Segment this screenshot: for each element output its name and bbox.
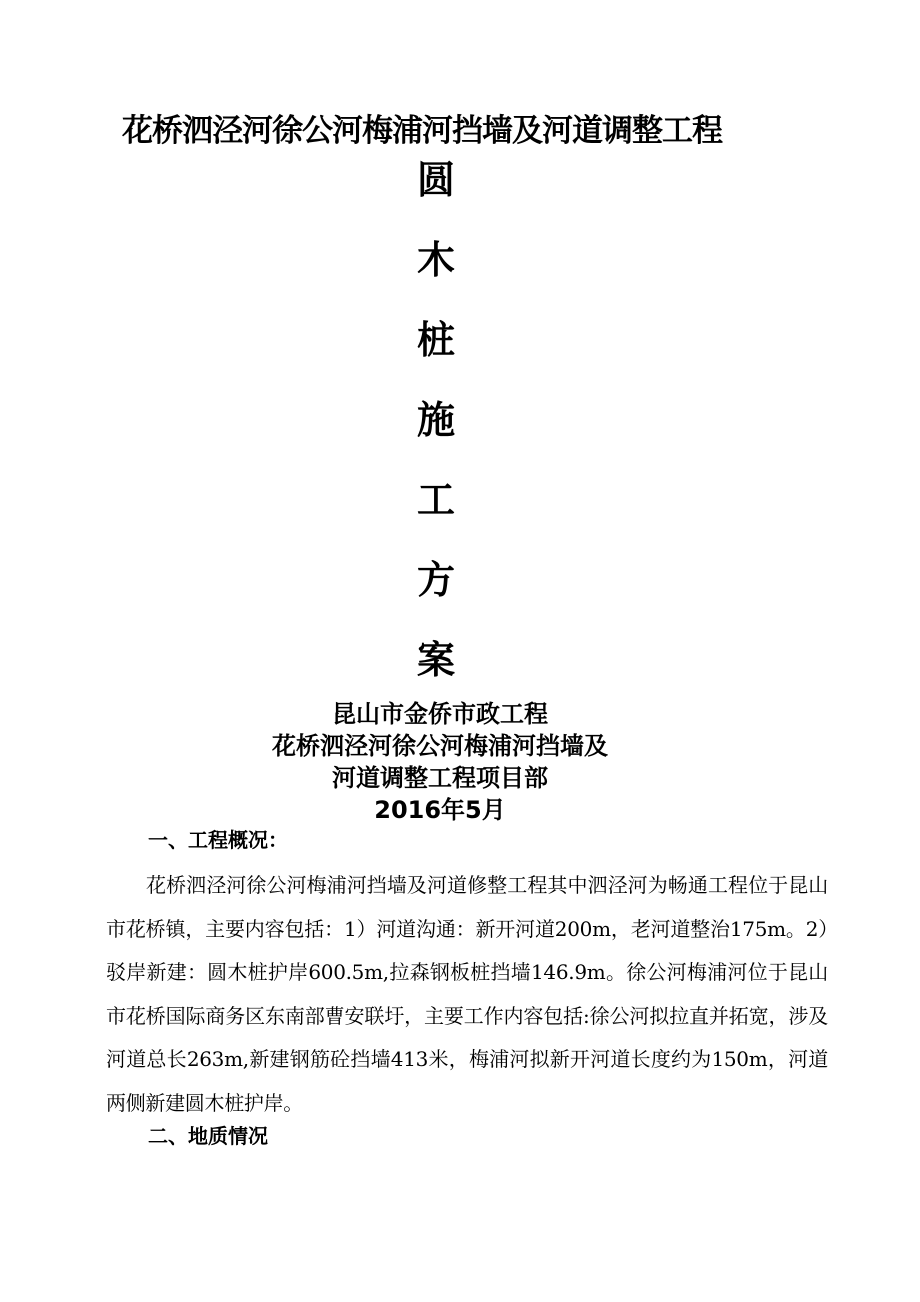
organization-line: 昆山市金侨市政工程: [332, 700, 548, 728]
document-date: 2016年5月: [374, 796, 506, 824]
organization-line: 河道调整工程项目部: [332, 764, 548, 792]
title-char: 施: [416, 398, 455, 442]
organization-block: [160, 698, 720, 826]
title-char: 桩: [416, 318, 455, 362]
title-char: 木: [416, 238, 455, 282]
title-char: 方: [416, 558, 455, 602]
title-char: 工: [416, 478, 455, 522]
section-heading-geology: 二、地质情况: [148, 1124, 268, 1148]
section-heading-overview: 一、工程概况：: [148, 828, 288, 852]
project-title: 花桥泗泾河徐公河梅浦河挡墙及河道调整工程: [122, 113, 722, 149]
organization-line: 花桥泗泾河徐公河梅浦河挡墙及: [272, 732, 608, 760]
document-title-vertical: [400, 150, 472, 710]
overview-paragraph: 花桥泗泾河徐公河梅浦河挡墙及河道修整工程其中泗泾河为畅通工程位于昆山市花桥镇，主要内容包括：1）河道沟通：新开河道200m，老河道整治175m。2）驳岸新建：圆木桩护岸600.5m,拉森钢板桩挡墙146.9m。徐公河梅浦河位于昆山市花桥国际商务区东南部曹安联圩，主要工作内容包括:徐公河拟拉直并拓宽，涉及河道总长263m,新建钢筋砼挡墙413米，梅浦河拟新开河道长度约为150m，河道两侧新建圆木桩护岸。: [106, 873, 828, 1115]
title-char: 案: [416, 638, 455, 682]
title-char: 圆: [416, 158, 455, 202]
